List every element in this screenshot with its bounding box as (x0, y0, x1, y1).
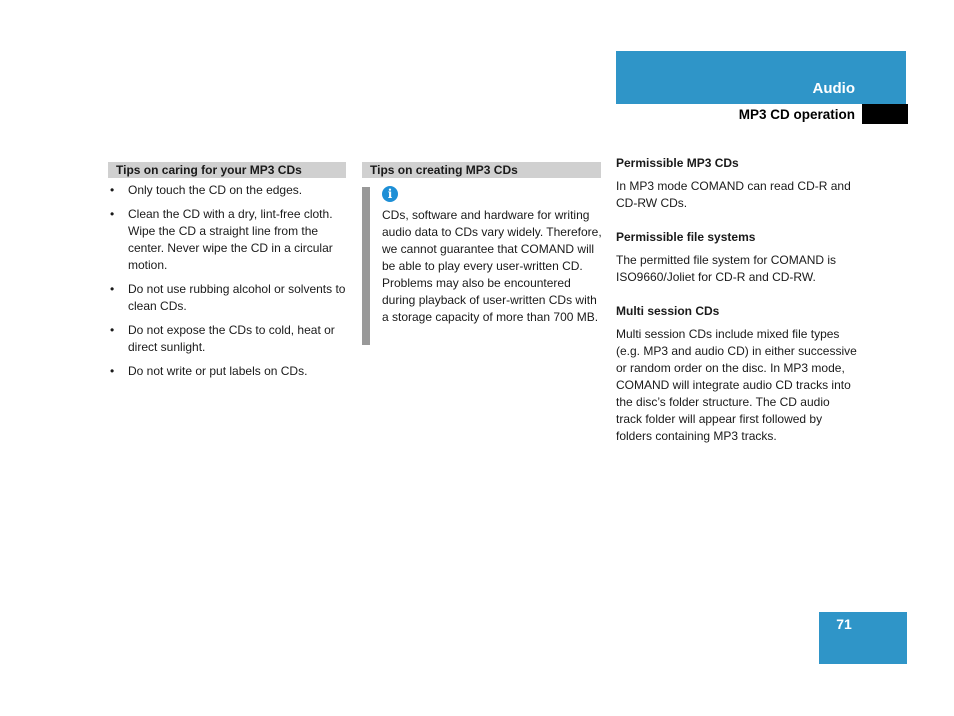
subsection-title: MP3 CD operation (738, 107, 855, 122)
creating-tips-heading: Tips on creating MP3 CDs (362, 162, 601, 178)
caring-tips-column (108, 162, 346, 387)
note-bar (362, 187, 370, 345)
file-info-column (616, 155, 858, 462)
list-item: • Do not use rubbing alcohol or solvents to clean CDs. (108, 281, 346, 315)
list-item: • Clean the CD with a dry, lint-free cloth. Wipe the CD a straight line from the center. Never wipe the CD in a circular motion. (108, 206, 346, 274)
info-icon: i (382, 186, 398, 202)
section-tab (616, 51, 906, 104)
note-text: CDs, software and hardware for writing audio data to CDs vary widely. Therefore, we cannot guarantee that COMAND will be able to play every user-written CD. Problems may also be encountered during playback of user-written CDs with a storage capacity of more than 700 MB. (382, 208, 602, 324)
list-item: • Only touch the CD on the edges. (108, 182, 346, 199)
section-text: Multi session CDs include mixed file types (e.g. MP3 and audio CD) in either successive or random order on the disc. In MP3 mode, COMAND will integrate audio CD tracks into the disc’s folder structure. The CD audio track folder will appear first followed by folders containing MP3 tracks. (616, 327, 857, 443)
section-heading: Permissible MP3 CDs (616, 156, 739, 170)
section-title: Audio (812, 80, 855, 97)
page-number: 71 (819, 612, 907, 664)
caring-tips-heading: Tips on caring for your MP3 CDs (108, 162, 346, 178)
list-item: • Do not write or put labels on CDs. (108, 363, 346, 380)
creating-tips-column (362, 162, 601, 178)
section-heading: Multi session CDs (616, 304, 720, 318)
list-item: • Do not expose the CDs to cold, heat or direct sunlight. (108, 322, 346, 356)
section-text: The permitted file system for COMAND is ISO9660/Joliet for CD-R and CD-RW. (616, 253, 837, 284)
section-heading: Permissible file systems (616, 230, 756, 244)
subsection-marker (862, 104, 908, 124)
section-text: In MP3 mode COMAND can read CD-R and CD-RW CDs. (616, 179, 851, 210)
